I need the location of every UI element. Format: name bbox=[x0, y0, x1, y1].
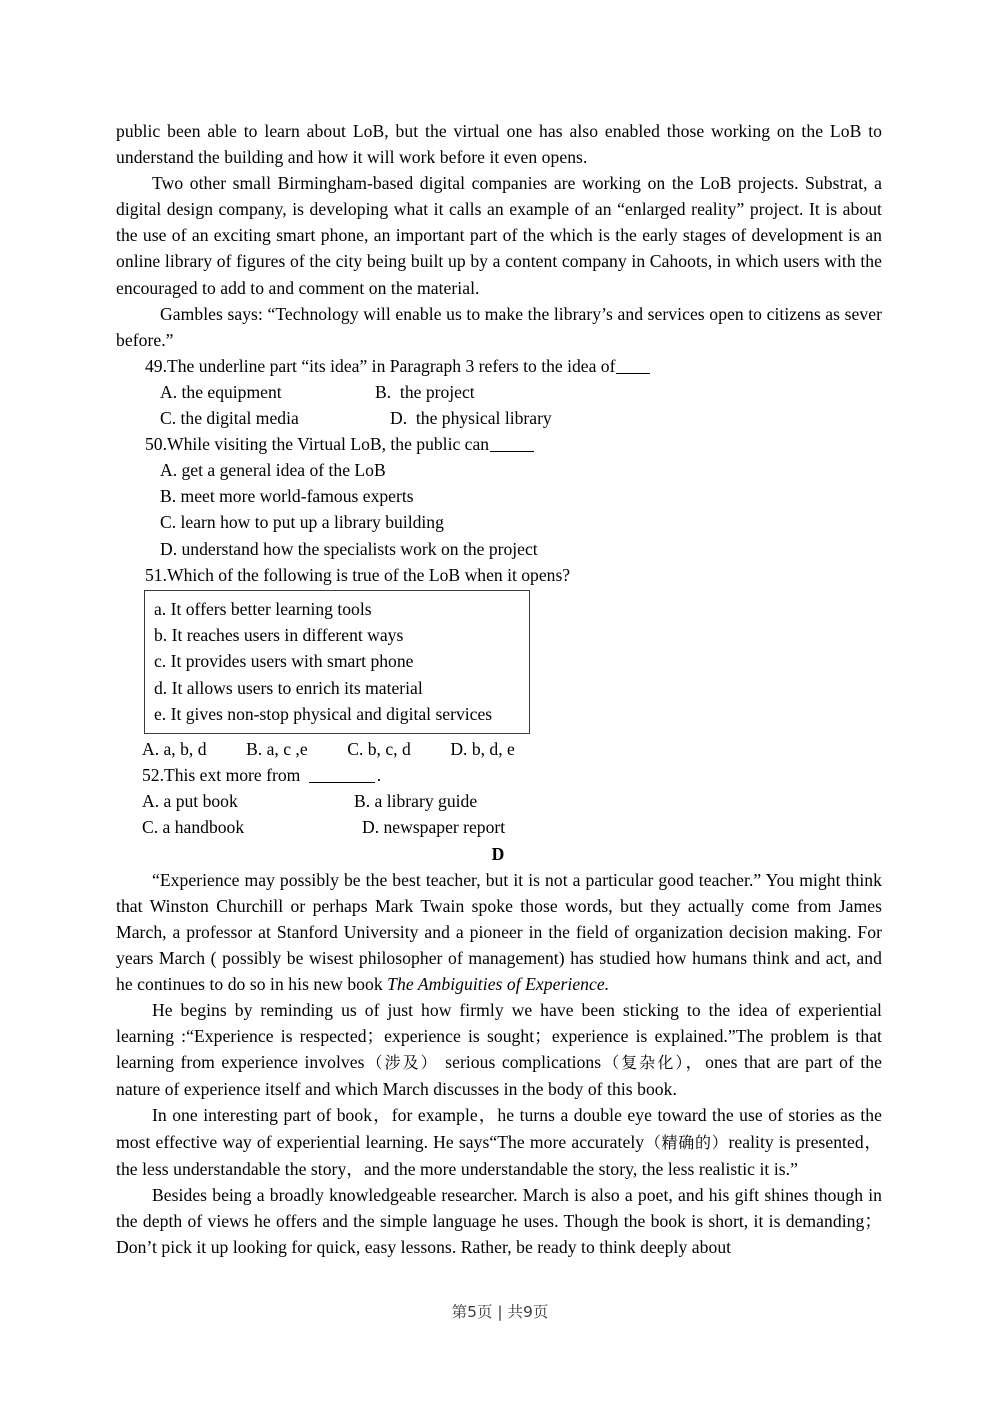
question-50-text: While visiting the Virtual LoB, the public can bbox=[167, 434, 490, 455]
question-51 bbox=[116, 562, 882, 763]
page-content bbox=[116, 118, 882, 1260]
question-49 bbox=[116, 353, 882, 431]
question-49-stem bbox=[116, 353, 882, 379]
section-d-p2-c: ，ones that are part of the nature of experience itself and which March discusses in the body of this book. bbox=[116, 1052, 882, 1100]
passage-c-paragraph-1: public been able to learn about LoB, but the virtual one has also enabled those working on the LoB to understand the building and how it will work before it even opens. bbox=[116, 121, 882, 168]
section-d-p3-b: reality is presented，the less understandable the story，and the more understandable the story, the less realistic it is.” bbox=[116, 1131, 883, 1179]
question-50-option-a[interactable]: A. get a general idea of the LoB bbox=[160, 460, 386, 481]
question-49-blank[interactable] bbox=[616, 373, 650, 374]
question-52-option-c[interactable]: C. a handbook bbox=[142, 817, 245, 838]
passage-c-paragraph-3: Gambles says: “Technology will enable us to make the library’s and services open to citizens as sever before.” bbox=[116, 303, 882, 350]
question-51-answer-row[interactable]: A. a, b, d B. a, c ,e C. b, c, d D. b, d, e bbox=[142, 739, 515, 760]
question-50-stem bbox=[116, 431, 882, 457]
section-d-p3-a: In one interesting part of book，for example，he turns a double eye toward the use of stories as the most effective way of experiential learning. He says“The more accurately bbox=[116, 1105, 882, 1152]
page-footer: 第5页 | 共9页 bbox=[451, 1303, 549, 1321]
question-52-option-row-2 bbox=[116, 814, 882, 840]
question-50-option-b[interactable]: B. meet more world-famous experts bbox=[160, 486, 414, 507]
passage-c-paragraph-2: Two other small Birmingham-based digital companies are working on the LoB projects. Substrat, a digital design company, is developing what it calls an example of an “enlarged reality” project. It is about the use of an exciting smart phone, an important part of the which is the early stages of development is an online library of figures of the city being built up by a content company in Cahoots, in which users with the encouraged to add to and comment on the material. bbox=[116, 173, 882, 298]
gloss-accurately: （精确的） bbox=[644, 1132, 729, 1152]
question-49-text: The underline part “its idea” in Paragraph 3 refers to the idea of bbox=[167, 355, 616, 376]
question-52-option-a[interactable]: A. a put book bbox=[142, 791, 238, 812]
question-51-statement-box bbox=[144, 590, 530, 734]
question-52-stem-tail: . bbox=[376, 765, 382, 786]
question-52-option-b[interactable]: B. a library guide bbox=[354, 791, 478, 812]
statement-item-c: c. It provides users with smart phone bbox=[154, 651, 414, 672]
statement-item-d: d. It allows users to enrich its material bbox=[154, 677, 423, 698]
question-52-stem bbox=[116, 762, 882, 788]
question-52 bbox=[116, 762, 882, 840]
question-50-number: 50. bbox=[145, 434, 167, 455]
statement-item-b: b. It reaches users in different ways bbox=[154, 624, 404, 645]
question-52-number: 52. bbox=[142, 765, 164, 786]
section-d-paragraph-3 bbox=[116, 1102, 882, 1181]
gloss-complications: （复杂化） bbox=[601, 1053, 686, 1073]
question-49-option-a[interactable]: A. the equipment bbox=[160, 381, 282, 402]
question-52-text: This ext more from bbox=[164, 765, 305, 786]
question-52-option-row-1 bbox=[116, 788, 882, 814]
section-d-p1-text: “Experience may possibly be the best teacher, but it is not a particular good teacher.” You might think that Winston Churchill or perhaps Mark Twain spoke those words, but they actually come from James March, a professor at Stanford University and a pioneer in the field of organization decision making. For years March ( possibly be wisest philosopher of management) has studied how humans think and act, and he continues to do so in his new book bbox=[116, 869, 882, 995]
section-d-p2-a: He begins by reminding us of just how firmly we have been sticking to the idea of experiential learning :“Experience is respected；experience is sought；experience is explained.”The problem is that learning from experience involves bbox=[116, 1000, 882, 1073]
question-50-blank[interactable] bbox=[490, 451, 534, 452]
question-49-option-c[interactable]: C. the digital media bbox=[160, 408, 299, 429]
question-51-text: Which of the following is true of the LoB when it opens? bbox=[167, 564, 571, 585]
question-52-option-d[interactable]: D. newspaper report bbox=[362, 817, 506, 838]
question-51-stem bbox=[116, 562, 882, 588]
book-title: The Ambiguities of Experience. bbox=[387, 974, 610, 995]
section-d-paragraph-2 bbox=[116, 997, 882, 1102]
question-49-option-row-1 bbox=[116, 379, 882, 405]
question-50 bbox=[116, 431, 882, 561]
statement-item-a: a. It offers better learning tools bbox=[154, 598, 372, 619]
question-50-option-c[interactable]: C. learn how to put up a library building bbox=[160, 512, 444, 533]
section-d-paragraph-1 bbox=[116, 867, 882, 997]
statement-item-e: e. It gives non-stop physical and digital services bbox=[154, 703, 493, 724]
question-51-number: 51. bbox=[145, 564, 167, 585]
section-d-paragraph-4: Besides being a broadly knowledgeable researcher. March is also a poet, and his gift shines though in the depth of views he offers and the simple language he uses. Though the book is short, it is demanding；Don’t pick it up looking for quick, easy lessons. Rather, be ready to think deeply about bbox=[116, 1184, 882, 1257]
section-d-p2-b: serious complications bbox=[438, 1052, 602, 1073]
gloss-involves: （涉及） bbox=[364, 1053, 439, 1073]
question-49-option-b[interactable]: B. the project bbox=[375, 381, 475, 402]
question-49-number: 49. bbox=[145, 355, 167, 376]
question-49-option-row-2 bbox=[116, 405, 882, 431]
section-d-heading: D bbox=[491, 843, 505, 864]
question-52-blank[interactable] bbox=[309, 782, 375, 783]
question-50-option-d[interactable]: D. understand how the specialists work on the project bbox=[160, 538, 538, 559]
question-49-option-d[interactable]: D. the physical library bbox=[390, 408, 552, 429]
